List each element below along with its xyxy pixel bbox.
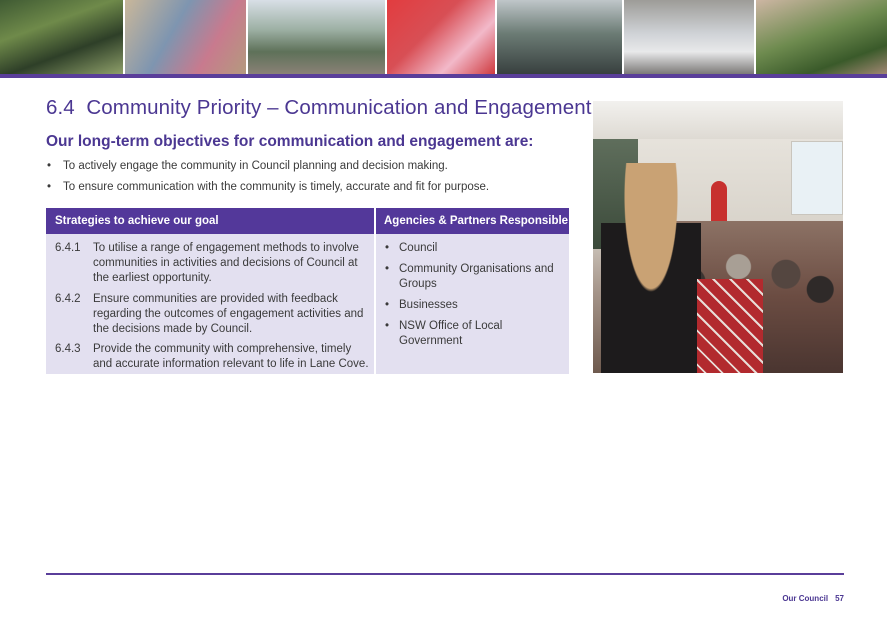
- rainforest-creek-photo: [0, 0, 123, 74]
- objectives-list: [46, 159, 489, 201]
- table-body: [46, 234, 569, 374]
- strategy-text: To utilise a range of engagement methods to involve communities in activities and decisions of Council at the earliest opportunity.: [93, 242, 359, 284]
- page-title: [46, 96, 592, 120]
- photo-banner: [0, 0, 887, 74]
- agency-item: • NSW Office of Local Government: [384, 319, 564, 349]
- agency-item: • Businesses: [384, 298, 564, 313]
- community-meeting-photo: [593, 101, 843, 373]
- objective-item: • To ensure communication with the community is timely, accurate and fit for purpose.: [46, 180, 489, 201]
- strategies-table: [46, 208, 569, 374]
- column-divider: [374, 208, 376, 234]
- electric-cars-charging-photo: [624, 0, 754, 74]
- plaid-jacket: [697, 279, 763, 373]
- street-walkers-photo: [497, 0, 622, 74]
- section-title-text: Community Priority – Communication and Engagement: [86, 96, 592, 119]
- objective-item: • To actively engage the community in Council planning and decision making.: [46, 159, 489, 180]
- strategy-number: 6.4.1: [55, 242, 81, 254]
- agencies-list: [384, 241, 564, 355]
- agency-item: • Community Organisations and Groups: [384, 262, 564, 292]
- child-playing-photo: [125, 0, 246, 74]
- standing-woman-figure: [601, 163, 701, 373]
- strategy-text: Provide the community with comprehensive, timely and accurate information relevant to life in Lane Cove.: [93, 343, 369, 370]
- plaza-canopy-photo: [248, 0, 385, 74]
- strategy-text: Ensure communities are provided with feedback regarding the outcomes of engagement activities and the decisions made by Council.: [93, 293, 364, 335]
- page-number: 57: [835, 594, 844, 603]
- agency-item: • Council: [384, 241, 564, 256]
- agencies-column-header: Agencies & Partners Responsible: [384, 215, 569, 227]
- footer-divider: [46, 573, 844, 575]
- children-reading-photo: [387, 0, 495, 74]
- footer-section: Our Council: [782, 594, 829, 603]
- banner-divider: [0, 74, 887, 78]
- section-number: 6.4: [46, 96, 75, 119]
- table-header: [46, 208, 569, 234]
- strategies-column-header: Strategies to achieve our goal: [55, 215, 219, 227]
- photo-ceiling: [593, 101, 843, 139]
- strategy-number: 6.4.3: [55, 343, 81, 355]
- strategy-number: 6.4.2: [55, 293, 81, 305]
- objectives-subtitle: Our long-term objectives for communication and engagement are:: [46, 133, 534, 150]
- projector-screen: [791, 141, 843, 215]
- page-footer: [782, 594, 844, 603]
- column-divider: [374, 234, 376, 374]
- community-garden-photo: [756, 0, 887, 74]
